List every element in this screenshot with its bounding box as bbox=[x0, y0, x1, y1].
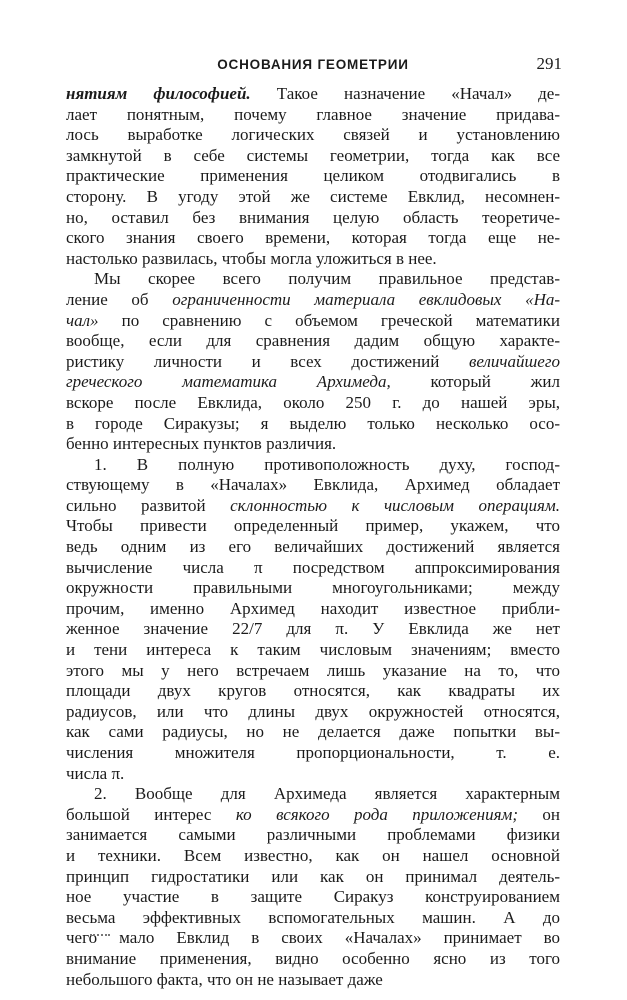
text-line bbox=[66, 146, 560, 167]
text-line bbox=[66, 352, 560, 373]
paragraph bbox=[66, 455, 560, 785]
paragraph bbox=[66, 784, 560, 990]
text-line bbox=[66, 414, 560, 435]
text-line bbox=[66, 867, 560, 888]
text-line bbox=[66, 516, 560, 537]
line-text: бенно интересных пунктов различия. bbox=[66, 434, 337, 454]
text-line bbox=[66, 84, 560, 105]
text-line bbox=[66, 187, 560, 208]
page-number: 291 bbox=[536, 54, 562, 73]
line-text: внимание применения, видно особенно ясно из того bbox=[66, 948, 560, 968]
line-text: окружности правильными многоугольниками; между bbox=[66, 578, 560, 598]
text-line bbox=[66, 434, 560, 455]
text-line bbox=[66, 496, 560, 517]
text-line bbox=[66, 475, 560, 496]
text-line bbox=[66, 970, 560, 991]
text-line bbox=[66, 784, 560, 805]
text-line bbox=[66, 558, 560, 579]
line-text: как сами радиусы, но не делается даже попытки вы- bbox=[66, 722, 560, 742]
text-line bbox=[66, 578, 560, 599]
body-text bbox=[66, 84, 560, 990]
page-header bbox=[66, 54, 560, 78]
line-text: весьма эффективных вспомогательных машин. А до bbox=[66, 907, 560, 927]
text-line bbox=[66, 619, 560, 640]
line-text: но, оставил без внимания целую область теоретиче- bbox=[66, 207, 560, 227]
emphasis: ограниченности материала евклидовых «На- bbox=[172, 289, 561, 309]
emphasis: величайшего bbox=[439, 351, 560, 371]
line-text: лось выработке логических связей и установлению bbox=[66, 125, 560, 145]
strong-emphasis: нятиям философией. bbox=[66, 84, 251, 103]
line-text: числа π. bbox=[66, 763, 125, 783]
emphasis: чал» bbox=[66, 310, 99, 330]
line-text: числения множителя пропорциональности, т. е. bbox=[66, 743, 560, 762]
text-line bbox=[66, 681, 560, 702]
line-text: 1. В полную противоположность духу, господ- bbox=[94, 454, 560, 474]
text-line bbox=[66, 949, 560, 970]
text-line bbox=[66, 331, 560, 352]
line-text: небольшого факта, что он не называет даже bbox=[66, 969, 383, 989]
footer-mark bbox=[90, 934, 110, 939]
paragraph bbox=[66, 269, 560, 454]
line-text: по сравнению с объемом греческой математики bbox=[98, 310, 560, 330]
text-line bbox=[66, 125, 560, 146]
running-title: ОСНОВАНИЯ ГЕОМЕТРИИ bbox=[217, 57, 409, 72]
line-text: практические применения целиком отодвигались в bbox=[66, 166, 560, 186]
line-text: ского знания своего времени, которая тогда еще не- bbox=[66, 228, 560, 248]
line-text: и техники. Всем известно, как он нашел основной bbox=[66, 845, 560, 865]
line-text: радиусов, или что длины двух окружностей относятся, bbox=[66, 701, 560, 721]
text-line bbox=[66, 269, 560, 290]
line-text: Чтобы привести определенный пример, укажем, что bbox=[66, 516, 560, 536]
text-line bbox=[66, 311, 560, 332]
line-text: который жил bbox=[390, 372, 560, 392]
text-line bbox=[66, 887, 560, 908]
paragraph bbox=[66, 84, 560, 269]
line-text: этого мы у него встречаем лишь указание на то, что bbox=[66, 660, 560, 680]
text-line bbox=[66, 249, 560, 270]
line-text: и тени интереса к таким числовым значениям; вместо bbox=[66, 640, 560, 660]
line-text: в городе Сиракузы; я выделю только несколько осо- bbox=[66, 413, 560, 433]
text-line bbox=[66, 722, 560, 743]
emphasis: ко всякого рода приложениям; bbox=[235, 804, 518, 824]
text-line bbox=[66, 393, 560, 414]
emphasis: склонностью к числовым операциям. bbox=[230, 495, 560, 515]
line-text: площади двух кругов относятся, как квадраты их bbox=[66, 681, 560, 701]
line-text: ствующему в «Началах» Евклида, Архимед обладает bbox=[66, 475, 560, 495]
line-text: вообще, если для сравнения дадим общую характе- bbox=[66, 331, 560, 351]
line-text: занимается самыми различными проблемами физики bbox=[66, 825, 560, 845]
text-line bbox=[66, 208, 560, 229]
line-text: ристику личности и всех достижений bbox=[66, 351, 440, 371]
line-text: лает понятным, почему главное значение придава- bbox=[66, 104, 560, 124]
line-text: принцип гидростатики или как он принимал деятель- bbox=[66, 866, 560, 886]
line-text: сильно развитой bbox=[66, 495, 231, 515]
text-line bbox=[66, 105, 560, 126]
text-line bbox=[66, 846, 560, 867]
line-text: Мы скорее всего получим правильное представ- bbox=[94, 269, 560, 289]
text-line bbox=[66, 764, 560, 785]
line-text: вычисление числа π посредством аппроксимирования bbox=[66, 557, 560, 577]
text-line bbox=[66, 537, 560, 558]
line-text: замкнутой в себе системы геометрии, тогда как все bbox=[66, 145, 560, 165]
line-text: он bbox=[517, 804, 560, 824]
line-text: ление об bbox=[66, 289, 173, 309]
line-text: чего мало Евклид в своих «Началах» принимает во bbox=[66, 928, 560, 948]
text-line bbox=[66, 702, 560, 723]
text-line bbox=[66, 166, 560, 187]
line-text: прочим, именно Архимед находит известное прибли- bbox=[66, 598, 560, 618]
text-line bbox=[66, 928, 560, 949]
line-text: сторону. В угоду этой же системе Евклид, несомнен- bbox=[66, 186, 560, 206]
text-line bbox=[66, 228, 560, 249]
text-line bbox=[66, 661, 560, 682]
line-text: настолько развилась, чтобы могла уложиться в нее. bbox=[66, 248, 437, 268]
line-text: женное значение 22/7 для π. У Евклида же нет bbox=[66, 619, 560, 639]
line-text: ное участие в защите Сиракуз конструированием bbox=[66, 887, 560, 907]
text-line bbox=[66, 908, 560, 929]
text-line bbox=[66, 743, 560, 764]
text-line bbox=[66, 290, 560, 311]
line-text: ведь одним из его величайших достижений является bbox=[66, 537, 560, 557]
line-text: Такое назначение «Начал» де- bbox=[250, 84, 560, 103]
text-line bbox=[66, 825, 560, 846]
text-line bbox=[66, 455, 560, 476]
emphasis: греческого математика Архимеда, bbox=[66, 372, 391, 392]
text-line bbox=[66, 372, 560, 393]
line-text: 2. Вообще для Архимеда является характерным bbox=[94, 784, 560, 804]
text-line bbox=[66, 599, 560, 620]
text-line bbox=[66, 805, 560, 826]
line-text: большой интерес bbox=[66, 804, 236, 824]
text-line bbox=[66, 640, 560, 661]
line-text: вскоре после Евклида, около 250 г. до нашей эры, bbox=[66, 392, 560, 412]
